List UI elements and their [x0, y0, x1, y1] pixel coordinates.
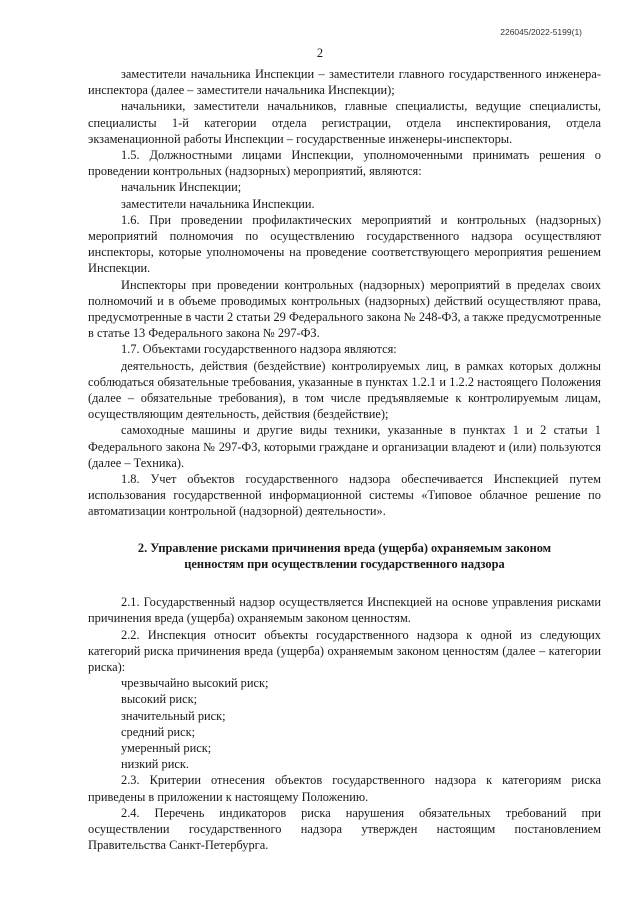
document-body — [88, 66, 601, 853]
paragraph-1-5: 1.5. Должностными лицами Инспекции, уполномоченными принимать решения о проведении контрольных (надзорных) мероприятий, являются: — [88, 148, 601, 179]
paragraph-2-1: 2.1. Государственный надзор осуществляется Инспекцией на основе управления рисками причинения вреда (ущерба) охраняемым законом ценностям. — [88, 595, 601, 626]
list-item: начальник Инспекции; — [121, 180, 242, 195]
paragraph-2-4: 2.4. Перечень индикаторов риска нарушения обязательных требований при осуществлении государственного надзора утвержден настоящим постановлением Правительства Санкт-Петербурга. — [88, 805, 601, 853]
section-heading: 2. Управление рисками причинения вреда (ущерба) охраняемым законом ценностям при осуществлении государственного надзора — [137, 540, 552, 571]
paragraph-1-8: 1.8. Учет объектов государственного надзора обеспечивается Инспекцией путем использования государственной информационной системы «Типовое облачное решение по автоматизации контрольной (надзорной) деятельности». — [88, 472, 601, 519]
document-registration-number: 226045/2022-5199(1) — [500, 27, 582, 37]
paragraph-1-7: 1.7. Объектами государственного надзора являются: — [121, 342, 397, 357]
risk-category-item: высокий риск; — [121, 692, 198, 707]
list-item: заместители начальника Инспекции. — [121, 196, 315, 211]
paragraph: заместители начальника Инспекции – заместители главного государственного инженера-инспектора (далее – заместители начальника Инспекции); — [88, 67, 601, 98]
risk-category-item: чрезвычайно высокий риск; — [121, 676, 269, 691]
paragraph-1-6: 1.6. При проведении профилактических мероприятий и контрольных (надзорных) мероприятий полномочия по осуществлению государственного надзора осуществляют инспекторы, которые уполномочены на проведение соответствующего мероприятия решением Инспекции. — [88, 212, 601, 276]
risk-category-item: средний риск; — [121, 724, 196, 739]
paragraph-2-3: 2.3. Критерии отнесения объектов государственного надзора к категориям риска приведены в приложении к настоящему Положению. — [88, 773, 601, 804]
risk-category-item: умеренный риск; — [121, 740, 212, 755]
paragraph: самоходные машины и другие виды техники, указанные в пунктах 1 и 2 статьи 1 Федерального закона № 297-ФЗ, которыми граждане и организации владеют и (или) пользуются (далее – Техника). — [88, 423, 601, 470]
paragraph-2-2: 2.2. Инспекция относит объекты государственного надзора к одной из следующих категорий риска причинения вреда (ущерба) охраняемым законом ценностям (далее – категории риска): — [88, 627, 601, 674]
paragraph: деятельность, действия (бездействие) контролируемых лиц, в рамках которых должны соблюдаться обязательные требования, указанные в пунктах 1.2.1 и 1.2.2 настоящего Положения (далее – обязательные требования), в том числе предъявляемые к контролируемым лицам, осуществляющим деятельность, действия (бездействие); — [88, 358, 601, 422]
risk-category-item: низкий риск. — [121, 757, 189, 772]
risk-category-item: значительный риск; — [121, 708, 226, 723]
paragraph: Инспекторы при проведении контрольных (надзорных) мероприятий в пределах своих полномочий и в объеме проводимых контрольных (надзорных) действий осуществляют права, предусмотренные в части 2 статьи 29 Федерального закона № 248-ФЗ, а также предусмотренные в статье 13 Федерального закона № 297-ФЗ. — [88, 277, 601, 341]
page-number: 2 — [316, 46, 324, 60]
paragraph: начальники, заместители начальников, главные специалисты, ведущие специалисты, специалисты 1-й категории отдела регистрации, отдела инспектирования, отдела экзаменационной работы Инспекции – государственные инженеры-инспекторы. — [88, 99, 601, 146]
